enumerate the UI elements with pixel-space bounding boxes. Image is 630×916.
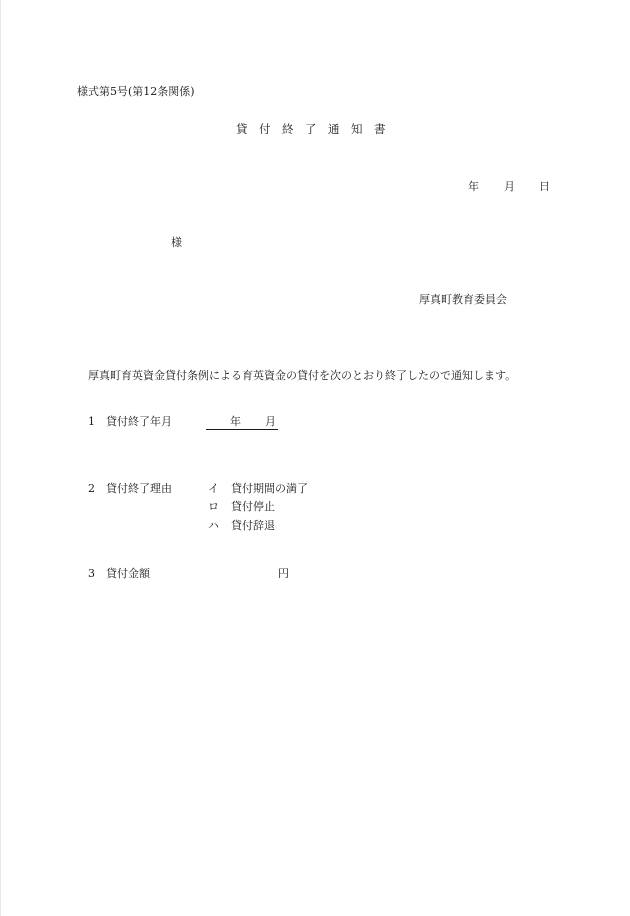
document-title: 貸 付 終 了 通 知 書 xyxy=(236,122,386,136)
reason-option-1-text: 貸付期間の満了 xyxy=(231,482,308,495)
date-year-label: 年 xyxy=(468,180,479,193)
item-2-number: 2 xyxy=(88,482,95,495)
item-1-number: 1 xyxy=(88,415,95,428)
body-text: 厚真町育英資金貸付条例による育英資金の貸付を次のとおり終了したので通知します。 xyxy=(88,369,517,382)
item-3-number: 3 xyxy=(88,567,95,580)
reason-option-2-marker: ロ xyxy=(208,500,219,513)
item-2-label: 貸付終了理由 xyxy=(106,482,172,495)
reason-option-3-marker: ハ xyxy=(208,519,219,532)
date-day-label: 日 xyxy=(539,180,550,193)
reason-option-1-marker: イ xyxy=(208,482,219,495)
end-date-month-label: 月 xyxy=(265,415,276,428)
form-number: 様式第5号(第12条関係) xyxy=(77,85,195,98)
date-line xyxy=(468,180,479,194)
end-date-year-label: 年 xyxy=(230,415,241,428)
issuer: 厚真町教育委員会 xyxy=(419,293,507,306)
item-1-label: 貸付終了年月 xyxy=(106,415,172,428)
amount-unit: 円 xyxy=(278,567,289,580)
date-month-label: 月 xyxy=(504,180,515,193)
addressee-honorific: 様 xyxy=(171,236,182,249)
reason-option-2-text: 貸付停止 xyxy=(231,500,275,513)
item-3-label: 貸付金額 xyxy=(106,567,150,580)
reason-option-3-text: 貸付辞退 xyxy=(231,519,275,532)
